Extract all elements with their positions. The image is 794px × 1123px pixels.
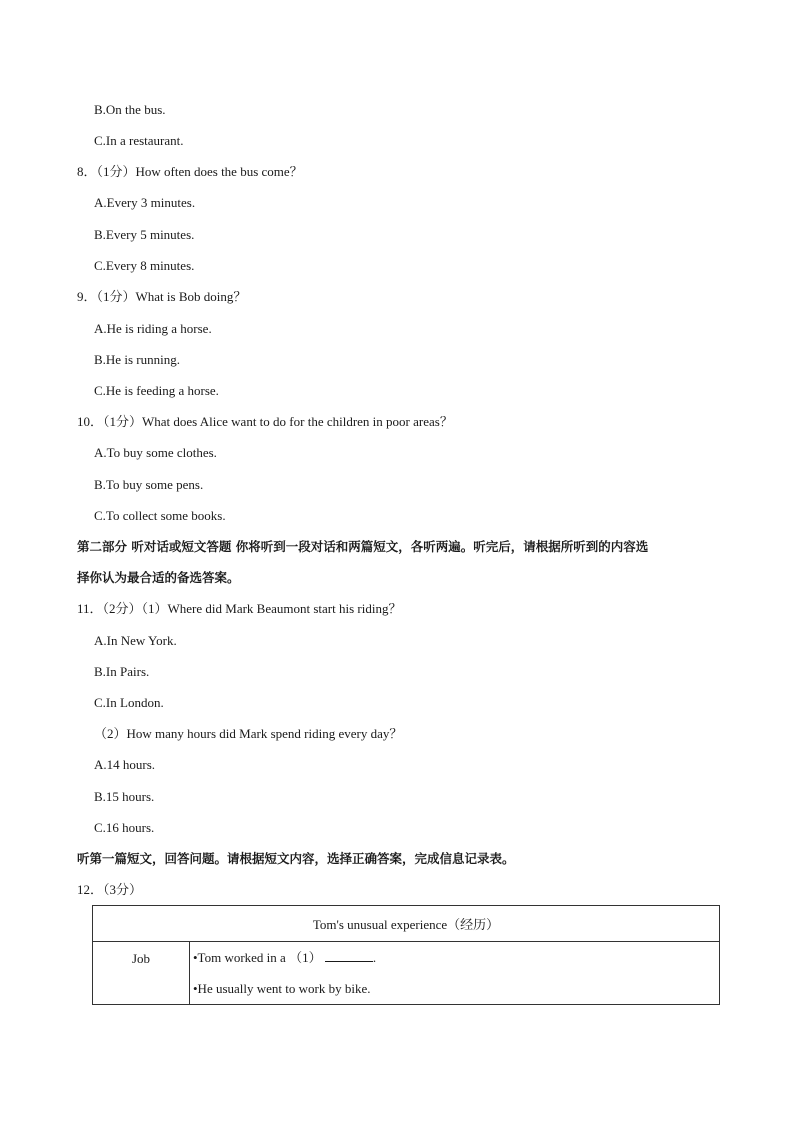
section-instruction: 第二部分 听对话或短文答题 你将听到一段对话和两篇短文，各听两遍。听完后，请根据所听到的内容选 — [77, 539, 649, 554]
answer-option: B.In Pairs. — [94, 664, 150, 679]
answer-option: C.In London. — [94, 695, 164, 710]
answer-option: C.16 hours. — [94, 820, 155, 835]
question-stem: 11．（2分）（1）Where did Mark Beaumont start his riding？ — [77, 601, 402, 616]
answer-option: C.In a restaurant. — [94, 133, 184, 148]
job-line-1-suffix: . — [372, 950, 377, 965]
answer-option: A.Every 3 minutes. — [94, 195, 196, 210]
answer-option: B.To buy some pens. — [94, 477, 204, 492]
question-stem: 12．（3分） — [77, 882, 143, 897]
section-instruction: 择你认为最合适的备选答案。 — [77, 570, 240, 585]
question-stem: 9．（1分）What is Bob doing？ — [77, 289, 247, 304]
answer-option: B.On the bus. — [94, 102, 166, 117]
answer-option: B.15 hours. — [94, 789, 155, 804]
job-line-1-prefix: •Tom worked in a （1） — [193, 950, 322, 965]
info-record-table — [92, 905, 720, 1005]
row-label-job: Job — [93, 942, 190, 1005]
section-instruction: 听第一篇短文，回答问题。请根据短文内容，选择正确答案，完成信息记录表。 — [77, 851, 515, 866]
question-stem: 8．（1分）How often does the bus come？ — [77, 164, 303, 179]
answer-option: C.He is feeding a horse. — [94, 383, 219, 398]
job-details-cell — [190, 942, 720, 1005]
job-line-2: •He usually went to work by bike. — [193, 981, 371, 996]
answer-option: C.Every 8 minutes. — [94, 258, 195, 273]
answer-option: A.In New York. — [94, 633, 177, 648]
table-title: Tom's unusual experience（经历） — [93, 906, 720, 942]
answer-option: A.He is riding a horse. — [94, 321, 212, 336]
answer-option: B.Every 5 minutes. — [94, 227, 195, 242]
answer-option: B.He is running. — [94, 352, 180, 367]
job-line-1 — [193, 942, 719, 973]
answer-option: C.To collect some books. — [94, 508, 226, 523]
answer-option: A.To buy some clothes. — [94, 445, 217, 460]
answer-option: A.14 hours. — [94, 757, 156, 772]
question-stem: （2）How many hours did Mark spend riding every day？ — [94, 726, 403, 741]
question-stem: 10．（1分）What does Alice want to do for the children in poor areas？ — [77, 414, 453, 429]
answer-blank-1[interactable] — [325, 949, 373, 962]
